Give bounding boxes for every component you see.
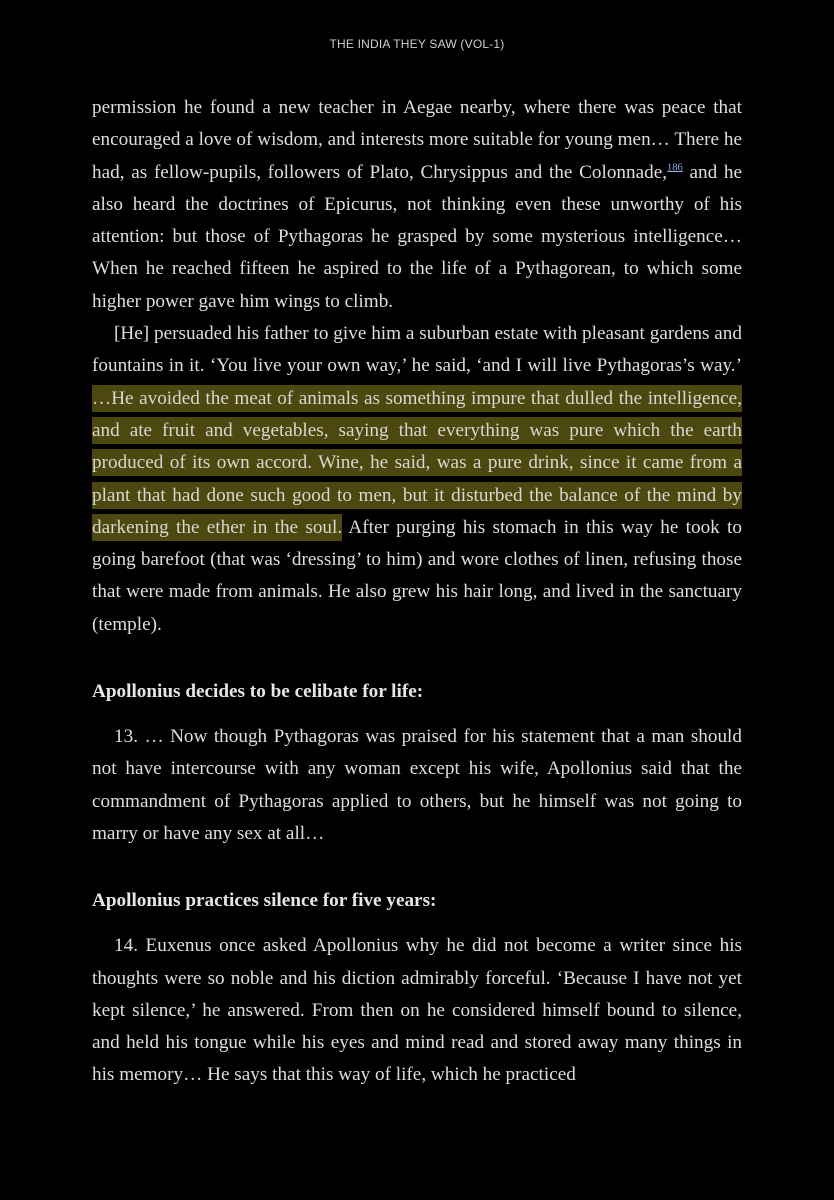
paragraph-1-text-start: permission he found a new teacher in Aegae nearby, where there was peace that encouraged a love of wisdom, and interests more suitable for young men… There he had, as fellow-pupils, followers of Plato, Chrysippus and the Colonnade, — [92, 97, 742, 183]
paragraph-3: 13. … Now though Pythagoras was praised for his statement that a man should not have intercourse with any woman except his wife, Apollonius said that the commandment of Pythagoras applied to others, but he himself was not going to marry or have any sex at all… — [92, 726, 742, 844]
paragraph-2-text-start: [He] persuaded his father to give him a suburban estate with pleasant gardens and fountains in it. ‘You live your own way,’ he said, ‘and I will live Pythagoras’s way.’ — [92, 323, 742, 377]
highlighted-passage[interactable]: …He avoided the meat of animals as something impure that dulled the intelligence, and ate fruit and vegetables, saying that everything was pure which the earth produced of its own accord. Wine, he said, was a pure drink, since it came from a plant that had done such good to men, but it disturbed the balance of the mind by darkening the ether in the soul. — [92, 385, 742, 541]
book-title-header: THE INDIA THEY SAW (VOL-1) — [329, 37, 505, 51]
page-content — [92, 92, 742, 1092]
footnote-link-186[interactable]: 186 — [667, 162, 683, 174]
paragraph-1 — [92, 92, 742, 318]
paragraph-2 — [92, 318, 742, 641]
section-heading-silence: Apollonius practices silence for five years: — [92, 890, 437, 912]
paragraph-4: 14. Euxenus once asked Apollonius why he did not become a writer since his thoughts were so noble and his diction admirably forceful. ‘Because I have not yet kept silence,’ he answered. From then on he considered himself bound to silence, and held his tongue while his eyes and mind read and stored away many things in his memory… He says that this way of life, which he practiced — [92, 935, 742, 1086]
paragraph-2-text-end: After purging his stomach in this way he took to going barefoot (that was ‘dressing’ to him) and wore clothes of linen, refusing those that were made from animals. He also grew his hair long, and lived in the sanctuary (temple). — [92, 516, 742, 635]
paragraph-1-text-end: and he also heard the doctrines of Epicurus, not thinking even these unworthy of his attention: but those of Pythagoras he grasped by some mysterious intelligence… When he reached fifteen he aspired to the life of a Pythagorean, to which some higher power gave him wings to climb. — [92, 161, 742, 312]
section-heading-celibate: Apollonius decides to be celibate for life: — [92, 681, 424, 703]
